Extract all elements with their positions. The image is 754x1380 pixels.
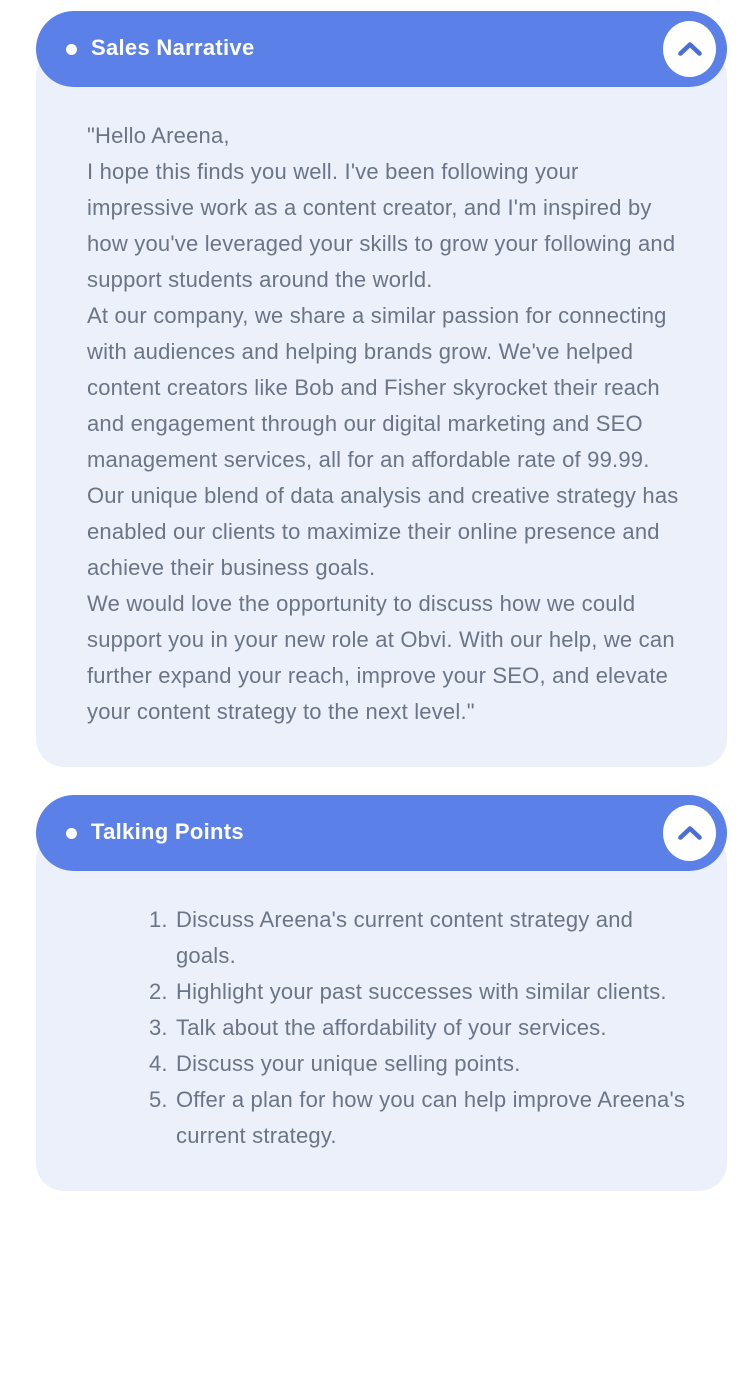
narrative-paragraph: I hope this finds you well. I've been following your impressive work as a content creator, and I'm inspired by how you've leveraged your skills to grow your following and support students around the world. [87,159,676,292]
bullet-dot-icon [66,44,77,55]
list-item: 1. Discuss Areena's current content strategy and goals. [174,902,690,974]
section-sales-narrative [36,11,727,767]
section-talking-points [36,795,727,1191]
narrative-paragraph: "Hello Areena, [87,123,230,148]
talking-points-title: Talking Points [91,819,244,844]
chevron-up-icon [677,824,703,842]
bullet-dot-icon [66,828,77,839]
talking-points-body [36,833,727,1191]
list-item: 4. Discuss your unique selling points. [174,1046,690,1082]
narrative-paragraph: We would love the opportunity to discuss how we could support you in your new role at Obvi. With our help, we can further expand your reach, improve your SEO, and elevate your content strategy to the next level." [87,591,675,724]
sales-narrative-title: Sales Narrative [91,35,255,60]
chevron-up-icon [677,40,703,58]
talking-points-header[interactable] [36,795,727,871]
list-item: 2. Highlight your past successes with similar clients. [174,974,690,1010]
narrative-paragraph: At our company, we share a similar passion for connecting with audiences and helping brands grow. We've helped content creators like Bob and Fisher skyrocket their reach and engagement through our digital marketing and SEO management services, all for an affordable rate of 99.99. Our unique blend of data analysis and creative strategy has enabled our clients to maximize their online presence and achieve their business goals. [87,303,679,580]
sales-narrative-collapse-button[interactable] [663,21,716,77]
list-item: 3. Talk about the affordability of your services. [174,1010,690,1046]
talking-points-list [87,902,690,1154]
sales-narrative-body [36,49,727,767]
talking-points-collapse-button[interactable] [663,805,716,861]
sales-narrative-header[interactable] [36,11,727,87]
list-item: 5. Offer a plan for how you can help improve Areena's current strategy. [174,1082,690,1154]
